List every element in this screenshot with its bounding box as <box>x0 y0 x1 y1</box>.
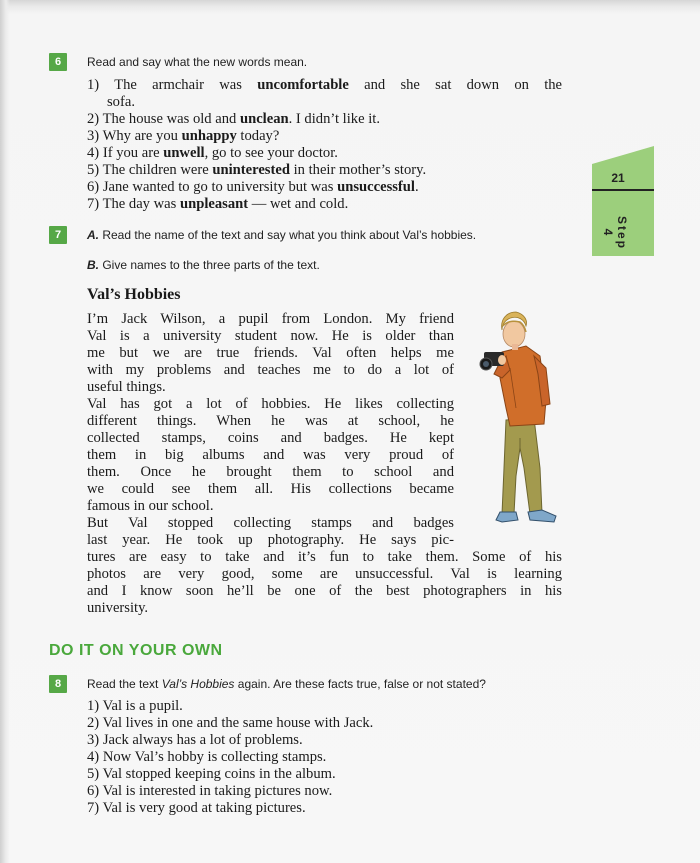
exercise-6-instruction: Read and say what the new words mean. <box>87 55 308 69</box>
text-line: them. Once he brought them to school and <box>87 464 454 480</box>
exercise-8-instruction: Read the text Val’s Hobbies again. Are these facts true, false or not stated? <box>87 677 486 691</box>
section-heading: DO IT ON YOUR OWN <box>49 642 223 659</box>
exercise-6-number: 6 <box>49 53 67 71</box>
photographer-illustration <box>476 308 568 532</box>
exercise-8-item-6: 6) Val is interested in taking pictures now. <box>87 783 333 799</box>
exercise-7-number: 7 <box>49 226 67 244</box>
text-line: and I know soon he’ll be one of the best photographers in his <box>87 583 562 599</box>
tab-divider <box>592 189 654 191</box>
exercise-8-item-2: 2) Val lives in one and the same house with Jack. <box>87 715 374 731</box>
text-line: I’m Jack Wilson, a pupil from London. My friend <box>87 311 454 327</box>
text-line: Val is a university student now. He is older than <box>87 328 454 344</box>
text-line: me but we are true friends. Val often helps me <box>87 345 454 361</box>
exercise-8-item-5: 5) Val stopped keeping coins in the album. <box>87 766 336 782</box>
text-line: useful things. <box>87 379 166 395</box>
step-label: Step 4 <box>601 215 629 250</box>
exercise-8-item-4: 4) Now Val’s hobby is collecting stamps. <box>87 749 327 765</box>
exercise-7-part-b: B. Give names to the three parts of the text. <box>87 258 320 272</box>
exercise-6-item-7: 7) The day was unpleasant — wet and cold. <box>87 196 349 212</box>
text-line: them in big albums and was very proud of <box>87 447 454 463</box>
exercise-8-item-3: 3) Jack always has a lot of problems. <box>87 732 303 748</box>
page-number: 21 <box>611 171 625 185</box>
page-edge <box>0 0 10 863</box>
exercise-6-item-5: 5) The children were uninterested in their mother’s story. <box>87 162 427 178</box>
exercise-6-item-3: 3) Why are you unhappy today? <box>87 128 280 144</box>
exercise-6-item-6: 6) Jane wanted to go to university but was unsuccessful. <box>87 179 419 195</box>
exercise-8-item-7: 7) Val is very good at taking pictures. <box>87 800 306 816</box>
exercise-6-item-2: 2) The house was old and unclean. I didn’t like it. <box>87 111 380 127</box>
exercise-6-item-1: 1) The armchair was uncomfortable and she sat down on the <box>87 77 563 93</box>
exercise-6-item-4: 4) If you are unwell, go to see your doctor. <box>87 145 338 161</box>
exercise-7-part-a: A. Read the name of the text and say what you think about Val’s hobbies. <box>87 228 477 242</box>
text-line: tures are easy to take and it’s fun to take them. Some of his <box>87 549 562 565</box>
exercise-6-item-1-cont: sofa. <box>107 94 135 110</box>
text-line: But Val stopped collecting stamps and badges <box>87 515 454 531</box>
text-line: different things. When he was at school, he <box>87 413 454 429</box>
exercise-8-item-1: 1) Val is a pupil. <box>87 698 183 714</box>
text-line: famous in our school. <box>87 498 214 514</box>
text-line: we could see them all. His collections became <box>87 481 454 497</box>
text-line: Val has got a lot of hobbies. He likes collecting <box>87 396 454 412</box>
text-title: Val’s Hobbies <box>87 286 181 303</box>
text-line: collected stamps, coins and badges. He kept <box>87 430 454 446</box>
text-line: with my problems and teaches me to do a lot of <box>87 362 454 378</box>
text-line: university. <box>87 600 149 616</box>
text-line: photos are very good, some are unsuccessful. Val is learning <box>87 566 562 582</box>
text-line: last year. He took up photography. He says pic- <box>87 532 454 548</box>
exercise-8-number: 8 <box>49 675 67 693</box>
